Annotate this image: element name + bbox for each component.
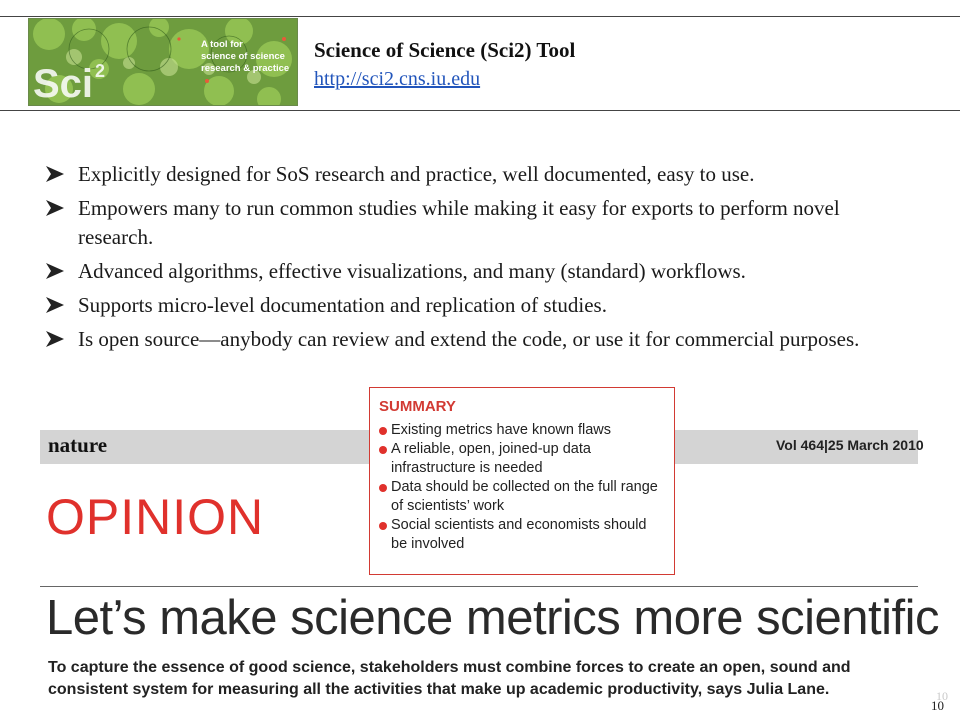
summary-item-text: Data should be collected on the full range of scientists’ work	[391, 479, 658, 514]
svg-text:2: 2	[95, 61, 106, 81]
sci2-logo-artwork	[29, 19, 297, 105]
article-standfirst: To capture the essence of good science, stakeholders must combine forces to create an open, sound and consistent system for measuring all the activities that make up academic productivity, says Julia Lane.	[48, 659, 851, 698]
standfirst-text: To capture the essence of good science, stakeholders must combine forces to create an open, sound and consistent system for measuring all the activities that make up academic productivity, says	[48, 659, 851, 698]
summary-item	[379, 516, 664, 554]
feature-bullet	[46, 194, 916, 252]
summary-item	[379, 440, 664, 478]
summary-item-text: Social scientists and economists should be involved	[391, 517, 647, 552]
header-top-rule	[0, 16, 960, 17]
feature-bullet-text: Advanced algorithms, effective visualizations, and many (standard) workflows.	[78, 259, 746, 283]
nature-journal-logo: nature	[48, 433, 108, 457]
feature-bullet-text: Empowers many to run common studies while making it easy for exports to perform novel research.	[78, 196, 840, 249]
feature-bullet-text: Supports micro-level documentation and replication of studies.	[78, 293, 607, 317]
summary-box	[369, 387, 675, 575]
opinion-section-label: OPINION	[46, 489, 265, 545]
red-dot-icon	[379, 427, 387, 435]
red-dot-icon	[379, 446, 387, 454]
feature-bullet	[46, 291, 916, 320]
header-bottom-rule	[0, 110, 960, 111]
page-number: 10	[931, 698, 944, 713]
article-headline: Let’s make science metrics more scientific	[46, 591, 940, 645]
red-dot-icon	[379, 484, 387, 492]
page-number-ghost: 10	[936, 689, 948, 703]
arrow-bullet-icon	[46, 200, 64, 216]
sci2-logo	[28, 18, 298, 106]
article-author: Julia Lane	[746, 681, 825, 698]
arrow-bullet-icon	[46, 297, 64, 313]
svg-text:science of science: science of science	[201, 51, 285, 62]
summary-item-text: Existing metrics have known flaws	[391, 422, 611, 438]
arrow-bullet-icon	[46, 331, 64, 347]
feature-bullet-text: Is open source—anybody can review and extend the code, or use it for commercial purposes.	[78, 327, 860, 351]
feature-bullet-list	[46, 160, 916, 359]
arrow-bullet-icon	[46, 166, 64, 182]
clipping-divider	[40, 586, 918, 587]
feature-bullet	[46, 257, 916, 286]
nature-issue-label: Vol 464|25 March 2010	[776, 437, 924, 453]
feature-bullet-text: Explicitly designed for SoS research and practice, well documented, easy to use.	[78, 162, 755, 186]
summary-item	[379, 478, 664, 516]
tool-website-link[interactable]: http://sci2.cns.iu.edu	[314, 68, 481, 90]
svg-text:research & practice: research & practice	[201, 63, 290, 74]
summary-item	[379, 421, 664, 440]
svg-text:Sci: Sci	[33, 62, 94, 105]
svg-text:A tool for: A tool for	[201, 39, 243, 50]
summary-item-text: A reliable, open, joined-up data infrastructure is needed	[391, 441, 591, 476]
feature-bullet	[46, 325, 916, 354]
summary-list	[379, 421, 664, 554]
feature-bullet	[46, 160, 916, 189]
tool-title: Science of Science (Sci2) Tool	[314, 38, 576, 62]
arrow-bullet-icon	[46, 263, 64, 279]
red-dot-icon	[379, 522, 387, 530]
summary-title: SUMMARY	[379, 398, 456, 415]
